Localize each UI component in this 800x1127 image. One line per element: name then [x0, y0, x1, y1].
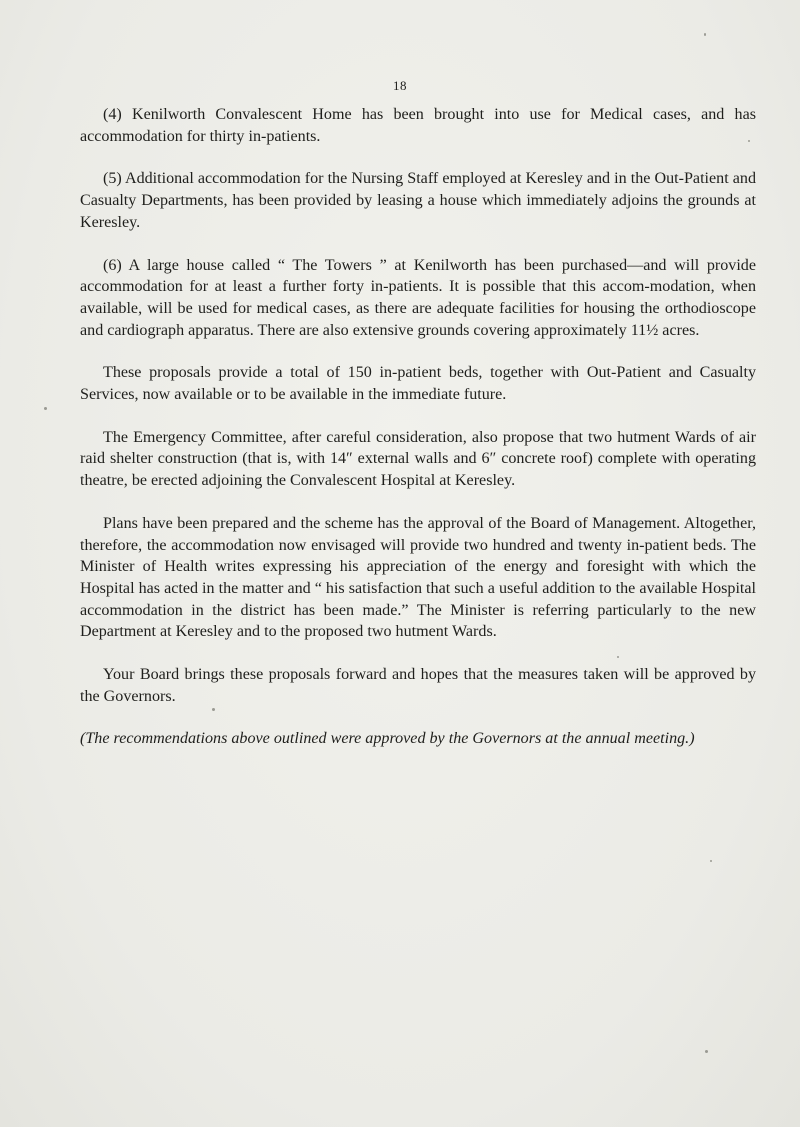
- paragraph-board-proposals: Your Board brings these proposals forward and hopes that the measures taken will be approved by the Governors.: [80, 666, 756, 705]
- paragraph-proposals-total-beds: These proposals provide a total of 150 in-patient beds, together with Out-Patient and Casualty Services, now available or to be available in the immediate future.: [80, 364, 756, 404]
- paragraph-hutment-wards: The Emergency Committee, after careful consideration, also propose that two hutment Wards of air raid shelter construction (that is, with 14″ external walls and 6″ concrete roof) complete with operating theatre, be erected adjoining the Convalescent Hospital at Keresley.: [80, 428, 756, 490]
- scan-speck: [704, 33, 706, 36]
- paragraph-nursing-staff-accommodation: (5) Additional accommodation for the Nursing Staff employed at Keresley and in the Out-Patient and Casualty Departments, has been provided by leasing a house which immediately adjoins the grounds at Keresley.: [80, 170, 756, 231]
- body-text: [80, 104, 756, 750]
- paragraph-the-towers: (6) A large house called “ The Towers ” at Kenilworth has been purchased—and will provide accommodation for at least a further forty in-patients. It is possible that this accom-modation, when available, will be used for medical cases, as there are adequate facilities for housing the orthodioscope and cardiograph apparatus. There are also extensive grounds covering approximately 11½ acres.: [80, 256, 756, 339]
- paragraph-plans-approval: Plans have been prepared and the scheme has the approval of the Board of Management. Altogether, therefore, the accommodation now envisaged will provide two hundred and twenty in-patient beds. The Minister of Health writes expressing his appreciation of the energy and foresight with which the Hospital has acted in the matter and “ his satisfaction that such a useful addition to the available Hospital accommodation in the district has been made.” The Minister is referring particularly to the new Department at Keresley and to the proposed two hutment Wards.: [80, 514, 756, 641]
- scan-speck: [705, 1050, 708, 1053]
- scan-speck: [212, 708, 215, 711]
- scan-speck: [617, 656, 619, 658]
- page-number: 18: [393, 78, 407, 93]
- scan-speck: [748, 140, 750, 142]
- scan-speck: [710, 860, 712, 862]
- paragraph-kenilworth-convalescent-home: (4) Kenilworth Convalescent Home has been brought into use for Medical cases, and has accommodation for thirty in-patients.: [80, 106, 756, 145]
- scan-speck: [44, 407, 47, 410]
- footnote-recommendations-approved: (The recommendations above outlined were approved by the Governors at the annual meeting.): [80, 730, 695, 748]
